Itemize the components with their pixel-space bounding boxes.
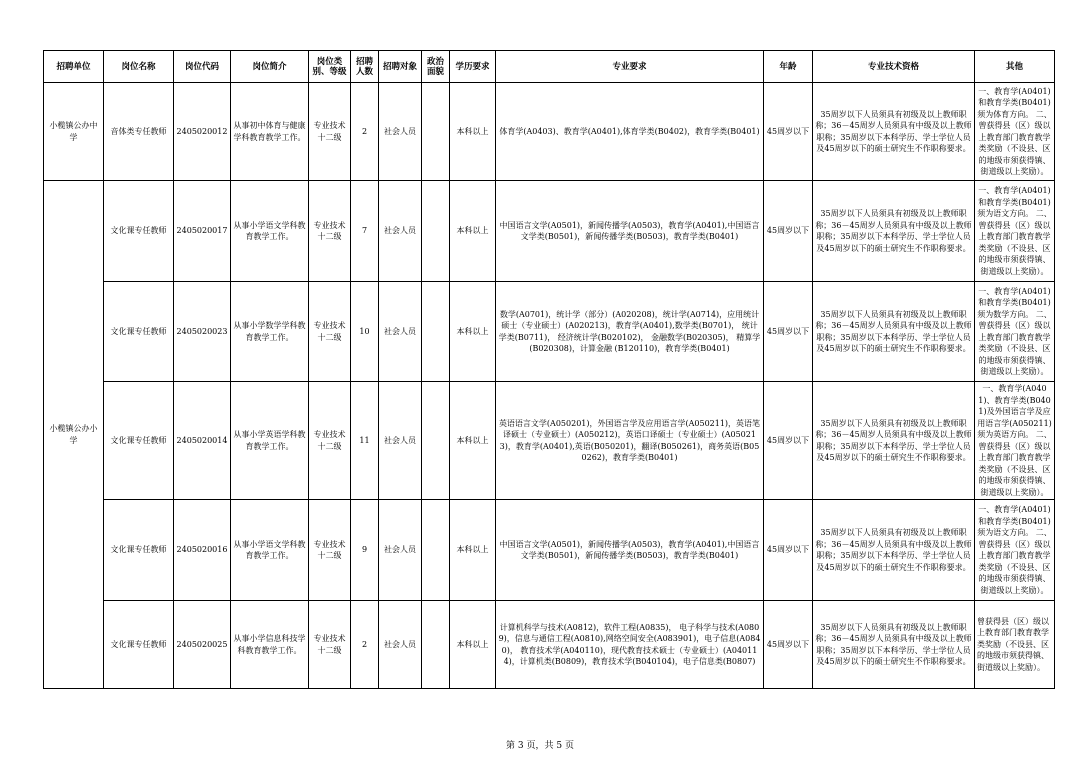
- header-education: 学历要求: [450, 51, 496, 83]
- position-intro: 从事初中体育与健康学科教育教学工作。: [231, 83, 309, 181]
- major-cell: 英语语言文学(A050201)，外国语言学及应用语言学(A050211)，英语笔译硕士（专业硕士）(A050212)，英语口译硕士（专业硕士）(A050213)，教育学(A0401),英语(B050201)，翻译(B050261)，商务英语(B050262)，教育学类(B0401): [496, 382, 764, 500]
- age-cell: 45周岁以下: [764, 181, 813, 282]
- age-cell: 45周岁以下: [764, 382, 813, 500]
- header-target: 招聘对象: [379, 51, 422, 83]
- position-name: 文化课专任教师: [104, 282, 174, 382]
- hire-target: 社会人员: [379, 601, 422, 689]
- qualification-cell: 35周岁以下人员须具有初级及以上教师职称；36－45周岁人员须具有中级及以上教师职称；35周岁以下本科学历、学士学位人员及45周岁以下的硕士研究生不作职称要求。: [813, 181, 975, 282]
- politics-cell: [422, 282, 450, 382]
- position-intro: 从事小学数学学科教育教学工作。: [231, 282, 309, 382]
- header-age: 年龄: [764, 51, 813, 83]
- unit-cell: 小榄镇公办中学: [44, 83, 104, 181]
- hire-count: 9: [351, 500, 379, 601]
- header-qualification: 专业技术资格: [813, 51, 975, 83]
- position-category: 专业技术十二级: [309, 382, 351, 500]
- qualification-cell: 35周岁以下人员须具有初级及以上教师职称；36－45周岁人员须具有中级及以上教师职称；35周岁以下本科学历、学士学位人员及45周岁以下的硕士研究生不作职称要求。: [813, 83, 975, 181]
- politics-cell: [422, 601, 450, 689]
- position-category: 专业技术十二级: [309, 601, 351, 689]
- qualification-cell: 35周岁以下人员须具有初级及以上教师职称；36－45周岁人员须具有中级及以上教师职称；35周岁以下本科学历、学士学位人员及45周岁以下的硕士研究生不作职称要求。: [813, 282, 975, 382]
- politics-cell: [422, 83, 450, 181]
- position-name: 文化课专任教师: [104, 601, 174, 689]
- education-cell: 本科以上: [450, 282, 496, 382]
- age-cell: 45周岁以下: [764, 282, 813, 382]
- qualification-cell: 35周岁以下人员须具有初级及以上教师职称；36－45周岁人员须具有中级及以上教师职称；35周岁以下本科学历、学士学位人员及45周岁以下的硕士研究生不作职称要求。: [813, 601, 975, 689]
- position-category: 专业技术十二级: [309, 181, 351, 282]
- position-code: 2405020014: [174, 382, 231, 500]
- major-cell: 计算机科学与技术(A0812)，软件工程(A0835)， 电子科学与技术(A0809)，信息与通信工程(A0810),网络空间安全(A083901)，电子信息(A0840)， 教育技术学(A040110)，现代教育技术硕士（专业硕士）(A040114)，计算机类(B0809)，教育技术学(B040104)，电子信息类(B0807): [496, 601, 764, 689]
- table-row: [44, 282, 1055, 382]
- header-position-code: 岗位代码: [174, 51, 231, 83]
- position-code: 2405020012: [174, 83, 231, 181]
- header-politics: 政治面貌: [422, 51, 450, 83]
- position-intro: 从事小学英语学科教育教学工作。: [231, 382, 309, 500]
- major-cell: 数学(A0701)，统计学（部分）(A020208)，统计学(A0714)，应用统计硕士（专业硕士）(A020213)，教育学(A0401),数学类(B0701)， 统计学类(B0711)， 经济统计学(B020102)， 金融数学(B020305)， 精算学(B020308)，计算金融 (B120110)，教育学类(B0401): [496, 282, 764, 382]
- other-cell: 一、教育学(A0401)和教育学类(B0401)须为体育方向。 二、曾获得县（区）级以上教育部门教育教学类奖励（不设县、区的地级市须获得镇、街道级以上奖励）。: [975, 83, 1055, 181]
- hire-count: 2: [351, 83, 379, 181]
- major-cell: 中国语言文学(A0501)，新闻传播学(A0503)，教育学(A0401),中国语言文学类(B0501)，新闻传播学类(B0503)，教育学类(B0401): [496, 181, 764, 282]
- hire-count: 2: [351, 601, 379, 689]
- position-intro: 从事小学语文学科教育教学工作。: [231, 181, 309, 282]
- position-category: 专业技术十二级: [309, 500, 351, 601]
- politics-cell: [422, 181, 450, 282]
- hire-target: 社会人员: [379, 382, 422, 500]
- position-category: 专业技术十二级: [309, 282, 351, 382]
- education-cell: 本科以上: [450, 83, 496, 181]
- hire-target: 社会人员: [379, 282, 422, 382]
- education-cell: 本科以上: [450, 382, 496, 500]
- table-row: [44, 83, 1055, 181]
- politics-cell: [422, 382, 450, 500]
- hire-target: 社会人员: [379, 181, 422, 282]
- age-cell: 45周岁以下: [764, 601, 813, 689]
- header-major: 专业要求: [496, 51, 764, 83]
- position-name: 文化课专任教师: [104, 181, 174, 282]
- table-row: [44, 601, 1055, 689]
- hire-target: 社会人员: [379, 500, 422, 601]
- position-name: 音体类专任教师: [104, 83, 174, 181]
- header-position-name: 岗位名称: [104, 51, 174, 83]
- position-category: 专业技术十二级: [309, 83, 351, 181]
- recruitment-table: [43, 50, 1055, 689]
- other-cell: 一、教育学(A0401)和教育学类(B0401)须为语文方向。 二、曾获得县（区）级以上教育部门教育教学类奖励（不设县、区的地级市须获得镇、街道级以上奖励）。: [975, 181, 1055, 282]
- position-name: 文化课专任教师: [104, 382, 174, 500]
- position-code: 2405020017: [174, 181, 231, 282]
- politics-cell: [422, 500, 450, 601]
- education-cell: 本科以上: [450, 500, 496, 601]
- major-cell: 中国语言文学(A0501)，新闻传播学(A0503)，教育学(A0401),中国语言文学类(B0501)，新闻传播学类(B0503)，教育学类(B0401): [496, 500, 764, 601]
- other-cell: 曾获得县（区）级以上教育部门教育教学类奖励（不设县、区的地级市须获得镇、街道级以上奖励）。: [975, 601, 1055, 689]
- header-category: 岗位类别、等级: [309, 51, 351, 83]
- hire-target: 社会人员: [379, 83, 422, 181]
- header-position-intro: 岗位简介: [231, 51, 309, 83]
- table-row: [44, 500, 1055, 601]
- header-unit: 招聘单位: [44, 51, 104, 83]
- page-footer: 第 3 页，共 5 页: [506, 741, 574, 751]
- table-row: [44, 382, 1055, 500]
- position-code: 2405020023: [174, 282, 231, 382]
- position-code: 2405020016: [174, 500, 231, 601]
- position-name: 文化课专任教师: [104, 500, 174, 601]
- education-cell: 本科以上: [450, 601, 496, 689]
- other-cell: 一、教育学(A0401)、教育学类(B0401)及外国语言学及应用语言学(A050211)须为英语方向。 二、曾获得县（区）级以上教育部门教育教学类奖励（不设县、区的地级市须获得镇、街道级以上奖励）。: [975, 382, 1055, 500]
- education-cell: 本科以上: [450, 181, 496, 282]
- hire-count: 10: [351, 282, 379, 382]
- table-row: [44, 181, 1055, 282]
- age-cell: 45周岁以下: [764, 83, 813, 181]
- qualification-cell: 35周岁以下人员须具有初级及以上教师职称；36－45周岁人员须具有中级及以上教师职称；35周岁以下本科学历、学士学位人员及45周岁以下的硕士研究生不作职称要求。: [813, 382, 975, 500]
- position-code: 2405020025: [174, 601, 231, 689]
- header-other: 其他: [975, 51, 1055, 83]
- table-header-row: [44, 51, 1055, 83]
- qualification-cell: 35周岁以下人员须具有初级及以上教师职称；36－45周岁人员须具有中级及以上教师职称；35周岁以下本科学历、学士学位人员及45周岁以下的硕士研究生不作职称要求。: [813, 500, 975, 601]
- unit-cell: 小榄镇公办小学: [44, 181, 104, 689]
- position-intro: 从事小学语文学科教育教学工作。: [231, 500, 309, 601]
- header-count: 招聘人数: [351, 51, 379, 83]
- hire-count: 11: [351, 382, 379, 500]
- hire-count: 7: [351, 181, 379, 282]
- other-cell: 一、教育学(A0401)和教育学类(B0401)须为数学方向。 二、曾获得县（区）级以上教育部门教育教学类奖励（不设县、区的地级市须获得镇、街道级以上奖励）。: [975, 282, 1055, 382]
- other-cell: 一、教育学(A0401)和教育学类(B0401)须为语文方向。 二、曾获得县（区）级以上教育部门教育教学类奖励（不设县、区的地级市须获得镇、街道级以上奖励）。: [975, 500, 1055, 601]
- position-intro: 从事小学信息科技学科教育教学工作。: [231, 601, 309, 689]
- major-cell: 体育学(A0403)、教育学(A0401),体育学类(B0402)，教育学类(B0401): [496, 83, 764, 181]
- age-cell: 45周岁以下: [764, 500, 813, 601]
